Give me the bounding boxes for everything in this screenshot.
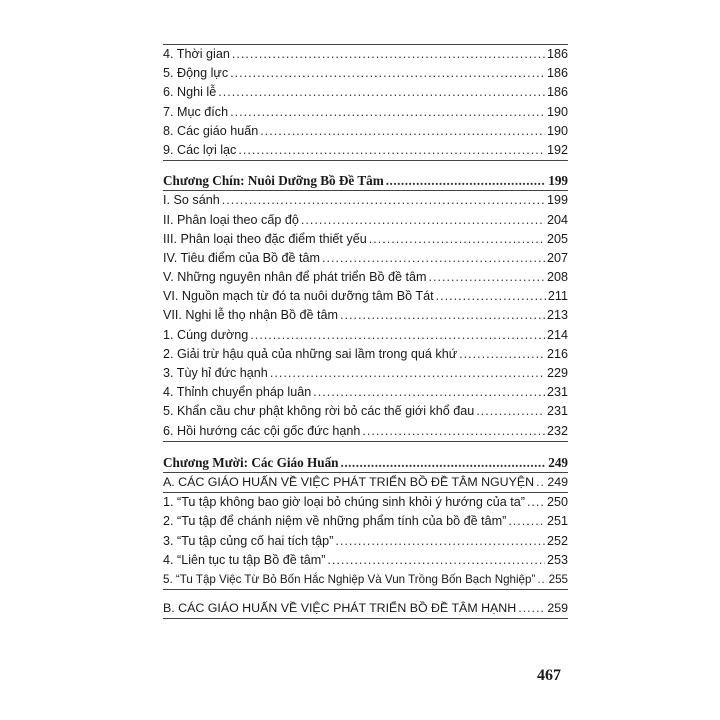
toc-entry: A. CÁC GIÁO HUẤN VỀ VIỆC PHÁT TRIỂN BỒ ĐỀ TÂM NGUYỆN ..... 249 [163,473,568,492]
toc-entry: VI. Nguồn mạch từ đó ta nuôi dưỡng tâm Bồ Tát ..... 211 [163,287,568,306]
toc-entry: 1. Cúng dường ..... 214 [163,326,568,345]
toc-entry: V. Những nguyên nhân để phát triển Bồ đề tâm ..... 208 [163,268,568,287]
toc-entry: VII. Nghi lễ thọ nhận Bồ đề tâm ..... 213 [163,306,568,325]
toc-entry: 3. Tùy hỉ đức hạnh ..... 229 [163,364,568,383]
toc-entry: 6. Nghi lễ ..... 186 [163,83,568,102]
toc-entry: IV. Tiêu điểm của Bồ đề tâm ..... 207 [163,249,568,268]
toc-entry: 4. Thỉnh chuyển pháp luân ..... 231 [163,383,568,402]
toc-entry: 5. “Tu Tập Việc Từ Bỏ Bốn Hắc Nghiệp Và Vun Trồng Bốn Bạch Nghiệp” ..... 255 [163,570,568,589]
toc-entry: I. So sánh ..... 199 [163,191,568,210]
toc-entry: 3. “Tu tập củng cố hai tích tập” ..... 252 [163,532,568,551]
table-of-contents [163,44,568,619]
toc-entry: III. Phân loại theo đặc điểm thiết yếu ..... 205 [163,230,568,249]
toc-entry: 4. Thời gian ..... 186 [163,45,568,64]
toc-entry: 2. Giải trừ hậu quả của những sai lầm trong quá khứ ..... 216 [163,345,568,364]
divider [163,618,568,619]
toc-entry: 8. Các giáo huấn ..... 190 [163,122,568,141]
toc-entry: 6. Hồi hướng các cội gốc đức hạnh ..... 232 [163,422,568,441]
toc-entry: 5. Khẩn cầu chư phật không rời bỏ các thế giới khổ đau ..... 231 [163,402,568,421]
toc-entry: II. Phân loại theo cấp độ ..... 204 [163,211,568,230]
toc-entry: 2. “Tu tập để chánh niệm về những phẩm tính của bồ đề tâm” ..... 251 [163,512,568,531]
chapter-heading: Chương Chín: Nuôi Dưỡng Bồ Đề Tâm ..... 199 [163,171,568,190]
toc-entry: 4. “Liên tục tu tập Bồ đề tâm” ..... 253 [163,551,568,570]
page-number: 467 [537,667,561,684]
toc-entry: 1. “Tu tập không bao giờ loại bỏ chúng sinh khỏi ý hướng của ta” ..... 250 [163,493,568,512]
toc-entry: B. CÁC GIÁO HUẤN VỀ VIỆC PHÁT TRIỂN BỒ ĐỀ TÂM HẠNH ..... 259 [163,599,568,618]
toc-entry: 7. Mục đích ..... 190 [163,103,568,122]
chapter-heading: Chương Mười: Các Giáo Huấn ..... 249 [163,453,568,472]
toc-entry: 5. Động lực ..... 186 [163,64,568,83]
toc-entry: 9. Các lợi lạc ..... 192 [163,141,568,160]
